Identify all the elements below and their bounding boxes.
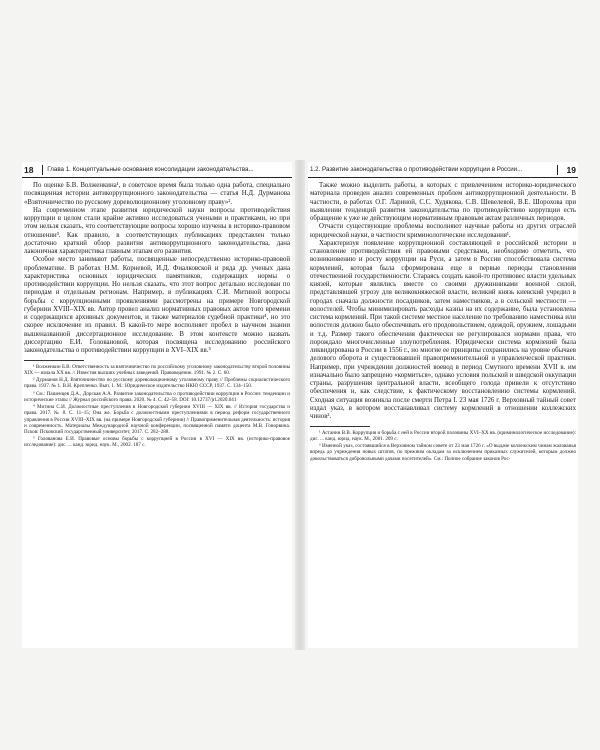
page-body (22, 178, 292, 449)
page-number: 18 (24, 164, 34, 175)
right-page (308, 162, 578, 648)
footnote: ⁵ Голованова Е.И. Правовые основы борьбы с коррупцией в России в XVI — XIX вв. (историко-правовое исследование): дис. ... канд. юрид. наук. М., 2002. 187 с. (24, 436, 290, 449)
running-header-title: 1.2. Развитие законодательства о противодействии коррупции в России... (310, 166, 523, 173)
paragraph: Отчасти существующие проблемы восполняют научные работы из других отраслей юридической науки, в частности криминологические исследования¹. (310, 223, 576, 239)
footnote: ³ См.: Пашенцев Д.А., Дорская А.А. Развитие законодательства о противодействии коррупции в России: тенденции и исторические этапы // Журнал российского права. 2020. № 4. С. 42–58. DOI: 10.12737/jrl.2020.041 (24, 390, 290, 403)
running-header (308, 162, 578, 178)
header-separator (557, 165, 558, 175)
footnote: ¹ Волженкин Б.В. Ответственность за взяточничество по российскому уголовному законодательству второй половины XIX — начала XX вв. // Известия высших учебных заведений. Правоведение. 1991. № 2. С. 60. (24, 363, 290, 376)
footnote: ⁴ Митина С.И. Должностные преступления в Новгородской губернии XVIII — XIX вв. // История государства и права. 2017. № 8. С. 11–15; Она же. Борьба с должностными преступлениями в период реформ государственного управления в России XVIII–XIX вв. (на примере Новгородской губернии) // Правоприменительная деятельность: история и современность. Материалы Международной научной конференции, посвященной памяти доцента М.В. Гонорвина. Псков: Псковский государственный университет, 2017. С. 282–288. (24, 404, 290, 435)
running-header (22, 162, 292, 178)
footnote: ¹ Астанин В.В. Коррупция и борьба с ней в России второй половины XVI–XX вв. (криминологическое исследование): дис. ... канд. юрид. наук. М., 2001. 209 с. (310, 429, 576, 442)
page-body (308, 178, 578, 462)
paragraph: Особое место занимают работы, посвященные непосредственно историко-правовой проблематике. В работах Н.М. Корневой, И.Д. Фиалковской и ряда др. ученых дана характеристика основных юридических памятников, содержащих нормы о противодействии коррупции. Но нельзя сказать, что этот вопрос детально исследован по периодам и отдельным регионам. Например, в публикациях С.И. Митиной вопросы борьбы с коррупционными проявлениями рассмотрены на примере Новгородской губернии XVIII–XIX вв. Автор провел анализ нормативных правовых актов того времени и содержащихся архивных документов, и также материалов судебной практики⁴, но это скорее исключение из правил. В какой-то мере восполняет пробел в научном знании вышеназванной диссертационное исследование. В этом контексте можно назвать диссертацию Е.И. Головановой, которая посвящена исследованию российского законодательства о противодействии коррупции в XVI–XIX вв.⁵ (24, 256, 290, 354)
paragraph: По оценке Б.В. Волженкина¹, в советское время была только одна работа, специально посвященная истории антикоррупционного законодательства — статья Н.Д. Дурманова «Взяточничество по русскому дореволюционному уголовному праву»². (24, 182, 290, 206)
footnote-rule (24, 360, 84, 361)
paragraph: На современном этапе развития юридической науки вопросы противодействия коррупции в целом стали крайне активно исследоваться учеными и практиками, но при этом нельзя сказать, что соответствующие вопросы хорошо изучены в историко-правовом отношении³. Как правило, в соответствующих публикациях представлен только достаточно краткий обзор развития антикоррупционного законодательства, дана лаконичная характеристика главным этапам его развития. (24, 206, 290, 255)
footnote: ² Именной указ, состоявшийся в Верховном тайном совете от 23 мая 1726 г. «О выдаче коллежским чинам жалованья впредь до учреждения новых штатов, по прежним окладам за исключением приказных служителей, которым должно довольствоваться добровольными дачами посетителей». См.: Полное собрание законов Рос- (310, 443, 576, 462)
footnote: ² Дурманов Н.Д. Взяточничество по русскому дореволюционному уголовному праву // Проблемы социалистического права. 1937. № 1. В.Н. Крепленко. Вып. 1. М.: Юридическое издательство НКЮ СССР, 1937. С. 134–150. (24, 377, 290, 390)
paragraph: Характеризуя появление коррупционной составляющей в российской истории и становление противодействия ей правовыми средствами, необходимо отметить, что возникновению и росту коррупции на Руси, а затем в России способствовала система кормлений, которая была сформирована еще в первые периоды становления отечественной государственности. Стараясь создать какой-то противовес власти удельных князей, которые являлись вместе со своими дружинниками военной силой, представлявшей угрозу для великокняжеской власти, великий князь киевский учредил в городах сначала должности посадников, затем наместников, а в сельской местности — волостелей. Чтобы минимизировать расходы казны на их содержание, была установлена система кормлений. При такой системе местное население по требованию наместника или волостеля должно было обеспечивать его продовольствием, одеждой, оружием, лошадьми и т.д. Размер такого обеспечения фактически не регулировался нормами права, что порождало многочисленные злоупотребления. Юридически система кормлений была ликвидирована в России в 1556 г., но многие ее принципы сохранились на уровне обычаев делового оборота и существовавшей правоприменительной и управленческой практики. Например, при учреждении должностей воевод в период Смутного времени XVII в. им изначально было запрещено «кормиться», однако условия польской и шведской оккупации страны, разрушения центральной власти, всеобщего голода привели к отсутствию обеспечения и, как следствие, к фактическому восстановлению системы кормлений. Сходная ситуация возникла после смерти Петра I. 23 мая 1726 г. Верховный тайный совет издал указ, в котором восстанавливал систему кормлений в отношении коллежских чинов². (310, 239, 576, 420)
paragraph: Также можно выделить работы, в которых с привлечением историко-юридического материала проведен анализ современных проблем антикоррупционной деятельности. В частности, в работах О.Г. Лариной, С.С. Худякова, С.В. Шевелевой, В.Е. Шорохова при выявлении тенденций развития законодательства по противодействию коррупции есть обращение к уже не действующим нормативным правовым актам различных периодов. (310, 182, 576, 222)
book-spine (295, 160, 305, 650)
running-header-title: Глава 1. Концептуальные основания консолидации законодательства... (47, 166, 254, 173)
page-number: 19 (566, 164, 576, 175)
header-separator (42, 165, 43, 175)
left-page (22, 162, 292, 648)
footnote-rule (310, 426, 370, 427)
